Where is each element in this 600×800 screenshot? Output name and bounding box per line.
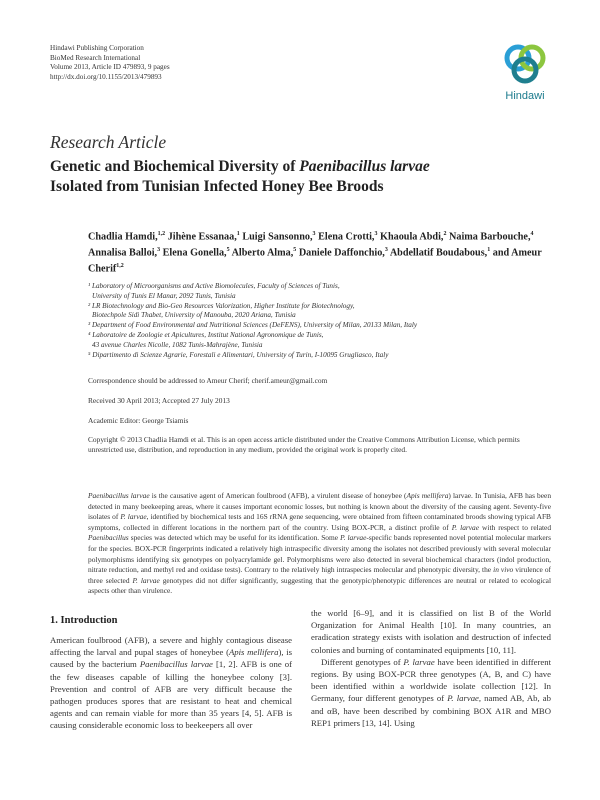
italic-term: Paenibacillus larvae (88, 491, 150, 500)
italic-term: P. larvae (132, 575, 160, 585)
text-run: with respect to related (479, 522, 552, 532)
hindawi-logo-icon (500, 40, 550, 88)
author-name: Khaoula Abdi, (380, 231, 444, 243)
text-run: -specific bands represented novel potential molecular markers for the species. BOX-PCR fingerprints indicated a relatively high intraspecific diversity among the isolates not described previously with several molecular polymorphisms identifying six genotypes on polyacrylamide gel. Polymorphisms were also detected in several biochemical characters (indol production, nitrate reduction, and methyl red and oxidase tests). Contrary to the relatively high intraspecies molecular and phenotypic diversity, the (88, 533, 551, 575)
italic-term: Paenibacillus (88, 533, 129, 543)
affiliation-line: Biotechpole Sidi Thabet, University of Manouba, 2020 Ariana, Tunisia (92, 311, 296, 320)
italic-term: P. larvae (451, 522, 480, 532)
text-run: virulence of three selected (88, 565, 551, 585)
author-affiliation-mark: 3 (157, 246, 161, 253)
author-affiliation-mark: 3 (312, 231, 316, 237)
academic-editor: Academic Editor: George Tsiamis (88, 416, 189, 425)
affiliation-line: 43 avenue Charles Nicolle, 1082 Tunis-Mahrajène, Tunisia (92, 340, 263, 349)
author-name: Naima Barbouche, (449, 231, 531, 243)
author-affiliation-mark: 5 (226, 246, 230, 253)
abstract (88, 491, 551, 597)
doi-link[interactable]: http://dx.doi.org/10.1155/2013/479893 (50, 72, 162, 81)
journal-name: BioMed Research International (50, 53, 141, 62)
affiliation-list (88, 282, 558, 360)
author-name: Annalisa Balloi, (88, 247, 158, 259)
affiliation-line: University of Tunis El Manar, 2092 Tunis, Tunisia (92, 291, 236, 300)
intro-left-column (50, 634, 292, 732)
received-dates: Received 30 April 2013; Accepted 27 July 2013 (88, 396, 230, 405)
affiliation-line: ² LR Biotechnology and Bio-Geo Resources Valorization, Higher Institute for Biotechnology, (88, 301, 355, 310)
text-run: [1, 2]. AFB is one of the few diseases capable of killing the honeybee colony [3]. Prevention and control of AFB are very difficult because the pathogen produces spores that are resistant to heat and chemical agents and can remain viable for more than 35 years [4, 5]. AFB is causing considerable economic loss to beekeepers all over (50, 659, 293, 731)
affiliation-line: ³ Department of Food Environmental and Nutritional Sciences (DeFENS), University of Milan, 20133 Milan, Italy (88, 321, 418, 330)
volume-info: Volume 2013, Article ID 479893, 9 pages (50, 63, 170, 72)
affiliation-line: ¹ Laboratory of Microorganisms and Active Biomolecules, Faculty of Sciences of Tunis, (88, 282, 340, 290)
author-name: Elena Crotti, (318, 231, 375, 243)
author-affiliation-mark: 1 (236, 231, 240, 237)
intro-paragraph: the world [6–9], and it is classified on list B of the World Organization for Animal Health [10]. In many countries, an eradication strategy exists with isolation and destruction of infected colonies and burning of contaminated equipments [10, 11]. (311, 608, 551, 655)
italic-term: P. larvae (403, 656, 435, 667)
author-affiliation-mark: 1,2 (157, 231, 166, 237)
title-part1: Genetic and Biochemical Diversity of (50, 158, 300, 175)
text-run: , named AB, Ab, ab and αB, have been described by combining BOX A1R and MBO REP1 primers [13, 14]. Using (311, 693, 551, 728)
author-affiliation-mark: 4 (530, 231, 534, 237)
author-name: Chadlia Hamdi, (88, 231, 158, 243)
author-name: Luigi Sansonno, (242, 231, 313, 243)
copyright-notice: Copyright © 2013 Chadlia Hamdi et al. This is an open access article distributed under the Creative Commons Attribution License, which permits unrestricted use, distribution, and reproduction in any medium, provided the original work is properly cited. (88, 435, 520, 454)
author-name: Daniele Daffonchio, (298, 247, 385, 259)
intro-right-column (311, 607, 551, 729)
italic-term: P. larvae (340, 533, 367, 543)
author-name: Elena Gonella, (162, 247, 227, 259)
text-run: , identified by biochemical tests and 16S rRNA gene sequencing, were obtained from fifteen contaminated broods showing typical AFB symptoms, collected in different locations in the northern part of the country. Using BOX-PCR, a distinct profile of (88, 512, 551, 532)
author-name: and Ameur Cherif (88, 247, 542, 275)
text-run: ), is caused by the bacterium (50, 647, 293, 670)
intro-paragraph (311, 656, 551, 729)
correspondence: Correspondence should be addressed to Ameur Cherif; cherif.ameur@gmail.com (88, 376, 328, 385)
title-part2: Isolated from Tunisian Infected Honey Bee Broods (50, 178, 384, 195)
author-affiliation-mark: 1 (487, 246, 491, 253)
author-affiliation-mark: 3 (374, 231, 378, 237)
hindawi-logo (500, 40, 550, 106)
text-run: have been identified in different regions. By using BOX-PCR three genotypes (A, B, and C) have been identified within a worldwide isolate collection [12]. In Germany, four different genotypes of (311, 656, 551, 704)
affiliation-line: ⁴ Laboratoire de Zoologie et Apicultures, Institut National Agronomique de Tunis, (88, 330, 324, 339)
author-affiliation-mark: 2 (443, 231, 447, 237)
italic-term: Apis mellifera (406, 491, 449, 500)
text-run: is the causative agent of American foulbrood (AFB), a virulent disease of honeybee ( (149, 491, 407, 500)
paper-title (50, 157, 550, 197)
text-run: species was detected which may be useful for its identification. Some (128, 533, 341, 543)
author-name: Alberto Alma, (231, 247, 294, 259)
author-affiliation-mark: 1,2 (116, 262, 124, 269)
text-run: Different genotypes of (321, 656, 404, 667)
italic-term: in vivo (493, 565, 514, 575)
author-name: Jihène Essanaa, (167, 231, 237, 243)
section-heading: 1. Introduction (50, 615, 118, 626)
article-type: Research Article (50, 132, 167, 152)
italic-term: Paenibacillus larvae (139, 659, 213, 670)
affiliation-line: ⁵ Dipartimento di Scienze Agrarie, Forestali e Alimentari, University of Turin, I-10095 Grugliasco, Italy (88, 350, 389, 359)
author-name: Abdellatif Boudabous, (389, 247, 488, 259)
title-species: Paenibacillus larvae (299, 158, 430, 175)
text-run: ) larvae. In Tunisia, AFB has been detected in many beekeeping areas, where it causes important economic losses, but nothing is known about the diversity of the causing agent. Seventy-five isolates of (88, 491, 552, 522)
italic-term: P. larvae (120, 512, 147, 522)
text-run: genotypes did not differ significantly, suggesting that the genotypic/phenotypic differences are neutral or related to ecological aspects other than virulence. (88, 575, 552, 596)
text-run: American foulbrood (AFB), a severe and highly contagious disease affecting the larval and pupal stages of honeybee ( (50, 635, 292, 658)
author-list (88, 228, 558, 276)
hindawi-logo-text: Hindawi (505, 90, 545, 102)
italic-term: Apis mellifera (228, 647, 279, 658)
italic-term: P. larvae (447, 693, 479, 704)
publisher: Hindawi Publishing Corporation (50, 44, 144, 52)
journal-header (50, 44, 170, 82)
author-affiliation-mark: 3 (384, 246, 388, 253)
author-affiliation-mark: 5 (293, 246, 297, 253)
